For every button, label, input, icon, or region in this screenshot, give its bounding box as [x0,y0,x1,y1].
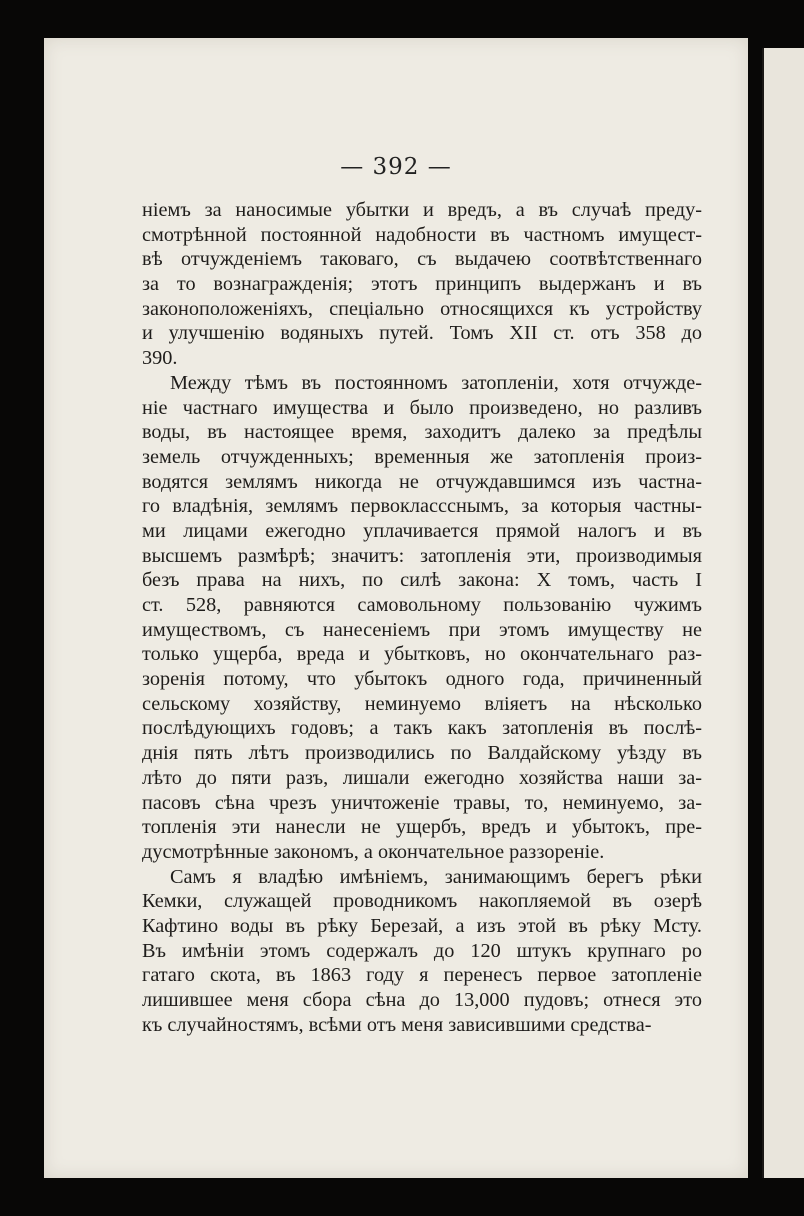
text-line: топленія эти нанесли не ущербъ, вредъ и убытокъ, пре- [142,816,702,839]
text-line: зоренія потому, что убытокъ одного года, причиненный [142,668,702,691]
text-line: воды, въ настоящее время, заходитъ далеко за предѣлы [142,421,702,444]
text-line: и улучшенію водяныхъ путей. Томъ XII ст. отъ 358 до [142,322,702,345]
text-line: лѣто до пяти разъ, лишали ежегодно хозяйства наши за- [142,766,702,789]
text-line: Кафтино воды въ рѣку Березай, а изъ этой въ рѣку Мсту. [142,914,702,937]
text-line: сельскому хозяйству, неминуемо вліяетъ на нѣсколько [142,692,702,715]
text-line: ст. 528, равняются самовольному пользованію чужимъ [142,594,702,616]
text-line: земель отчужденныхъ; временныя же затопленія произ- [142,445,702,468]
text-line: вѣ отчужденіемъ таковаго, съ выдачею соотвѣтственнаго [142,248,702,271]
text-line: ніемъ за наносимые убытки и вредъ, а въ случаѣ преду- [142,199,702,221]
text-line: Въ имѣніи этомъ содержалъ до 120 штукъ крупнаго ро [142,939,702,962]
text-line: за то вознагражденія; этотъ принципъ выдержанъ и въ [142,273,702,296]
text-line: Кемки, служащей проводникомъ накопляемой въ озерѣ [142,890,702,913]
body-text [142,198,702,1037]
paragraph [142,865,702,1038]
text-line: гатаго скота, въ 1863 году я перенесъ первое затопленіе [142,964,702,987]
text-line: послѣдующихъ годовъ; а такъ какъ затопленія въ послѣ- [142,717,702,740]
text-line: имуществомъ, съ нанесеніемъ при этомъ имуществу не [142,618,702,641]
text-line: ніе частнаго имущества и было произведено, но разливъ [142,396,702,419]
text-line: безъ права на нихъ, по силѣ закона: X томъ, часть I [142,569,702,592]
text-line: лишившее меня сбора сѣна до 13,000 пудовъ; отнеся это [142,989,702,1011]
adjacent-page-edge [762,48,804,1178]
text-line: законоположеніяхъ, спеціально относящихся къ устройству [142,297,702,320]
text-line: Самъ я владѣю имѣніемъ, занимающимъ берегъ рѣки [170,865,702,888]
text-line: дусмотрѣнные закономъ, а окончательное раззореніе. [142,840,605,863]
paragraph [142,371,702,865]
book-page [44,38,748,1178]
text-line: 390. [142,347,178,370]
paragraph [142,198,702,371]
text-line: высшемъ размѣрѣ; значитъ: затопленія эти, производимыя [142,544,702,567]
text-line: только ущерба, вреда и убытковъ, но окончательнаго раз- [142,643,702,666]
text-line: къ случайностямъ, всѣми отъ меня зависившими средства- [142,1013,652,1036]
text-line: смотрѣнной постоянной надобности въ частномъ имущест- [142,223,702,246]
page-number: — 392 — [340,154,452,180]
text-line: го владѣнія, землямъ первоклассснымъ, за которыя частны- [142,495,702,518]
text-line: Между тѣмъ въ постоянномъ затопленіи, хотя отчужде- [170,371,702,394]
text-line: ми лицами ежегодно уплачивается прямой налогъ и въ [142,519,702,542]
text-line: пасовъ сѣна чрезъ уничтоженіе травы, то, неминуемо, за- [142,791,702,814]
text-line: водятся землямъ никогда не отчуждавшимся изъ частна- [142,470,702,493]
text-line: днія пять лѣтъ производились по Валдайскому уѣзду въ [142,742,702,765]
